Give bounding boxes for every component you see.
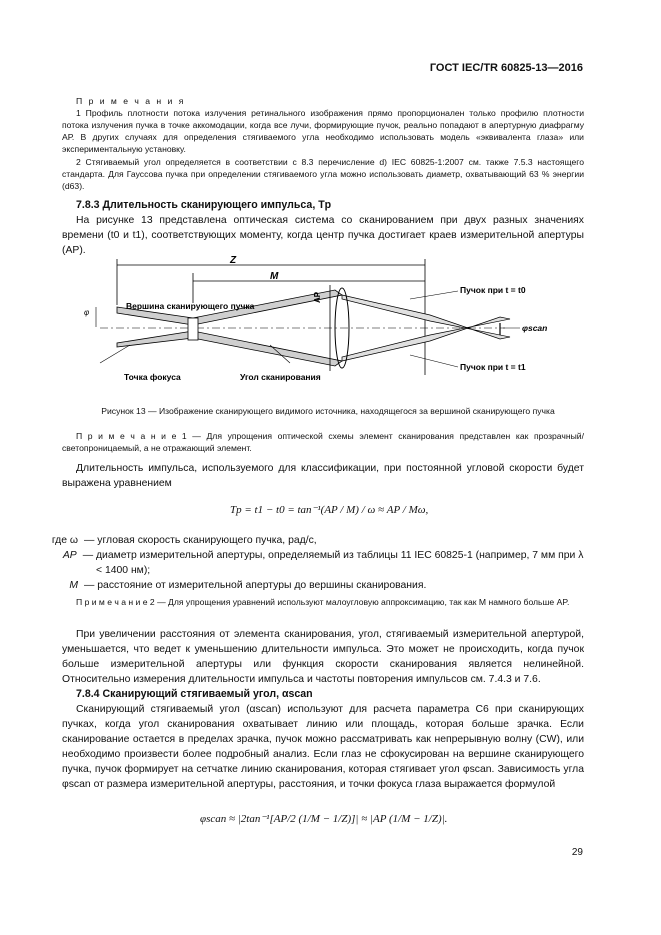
- paragraph-distance-effect: При увеличении расстояния от элемента сканирования, угол, стягиваемый измерительной апертурой, уменьшается, что ведет к уменьшению длительности импульса. Это может не происходить, когда пучок больше измерительной апертуры или функция скорости сканирования является нелинейной. Относительно измерения длительности импульса и частоты повторения импульсов см. 7.4.3 и 7.6.: [62, 629, 584, 685]
- section-7-8-3-paragraph: На рисунке 13 представлена оптическая система со сканированием при двух разных значениях времени (t0 и t1), соответствующих моменту, когда центр пучка достигает краев измерительной апертуры (АР).: [62, 215, 584, 256]
- fig-label-t1: Пучок при t = t1: [460, 362, 526, 372]
- section-7-8-4-heading: 7.8.4 Сканирующий стягиваемый угол, αscan: [76, 688, 313, 700]
- paragraph-pulse-duration: Длительность импульса, используемого для классификации, при постоянной угловой скорости будет выражена уравнением: [62, 463, 584, 489]
- definition-text: расстояние от измерительной апертуры до вершины сканирования.: [97, 580, 427, 591]
- equation-phi-scan: φscan ≈ |2tan⁻¹[AP/2 (1/M − 1/Z)]| ≈ |AP (1/M − 1/Z)|.: [200, 813, 448, 825]
- section-7-8-4-paragraph: Сканирующий стягиваемый угол (αscan) используют для расчета параметра C6 при сканирующих пучках, когда угол сканирования охватывает линию или площадь, которая больше зрачка. Если сканирование остается в пределах зрачка, пучок можно рассматривать как непрерывную волну (CW), или необходимо произвести более подробный анализ. Если глаз не сфокусирован на вершине сканирующего пучка, пучок формирует на сетчатке линию сканирования, которая стягивает угол φscan. Зависимость угла φscan от размера измерительной апертуры, расстояния, и точки фокуса глаза выражается формулой: [62, 704, 584, 790]
- fig-label-Z: Z: [230, 255, 237, 266]
- section-7-8-3-heading: 7.8.3 Длительность сканирующего импульса, Tp: [76, 199, 332, 211]
- fig-label-phiscan: φscan: [522, 323, 548, 333]
- definition-term: AP: [62, 550, 77, 561]
- fig-label-AP: AP: [313, 291, 322, 303]
- definition-row: AP — диаметр измерительной апертуры, определяемый из таблицы 11 IEC 60825-1 (например, 7 мм при λ < 1400 нм);: [24, 548, 584, 578]
- figure-caption: Рисунок 13 — Изображение сканирующего видимого источника, находящегося за вершиной сканирующего пучка: [101, 406, 555, 416]
- figure-13-diagram: [80, 255, 570, 397]
- definition-term: M: [69, 580, 78, 591]
- fig-label-M: M: [270, 271, 279, 282]
- definition-text: диаметр измерительной апертуры, определяемый из таблицы 11 IEC 60825-1 (например, 7 мм при λ < 1400 нм);: [95, 550, 584, 576]
- definition-row: где ω — угловая скорость сканирующего пучка, рад/с,: [24, 533, 584, 548]
- fig-label-phi: φ: [84, 308, 90, 317]
- definition-row: M — расстояние от измерительной апертуры до вершины сканирования.: [24, 578, 584, 593]
- fig-label-vertex: Вершина сканирующего пучка: [126, 301, 255, 311]
- note-2-small-angle: П р и м е ч а н и е 2 — Для упрощения уравнений используют малоугловую аппроксимацию, так как M намного больше AP.: [76, 597, 570, 607]
- page-number: 29: [571, 847, 583, 858]
- notes-title: П р и м е ч а н и я: [76, 96, 186, 106]
- fig-label-t0: Пучок при t = t0: [460, 285, 526, 295]
- note-2-text: 2 Стягиваемый угол определяется в соответствии с 8.3 перечисление d) IEC 60825-1:2007 см. также 7.5.3 настоящего стандарта. Для Гауссова пучка при определении стягиваемого угла можно использовать диаметр, охватывающий 63 % энергии (d63).: [62, 157, 584, 191]
- definitions-list: [24, 533, 584, 593]
- note-1-simplification: П р и м е ч а н и е 1 — Для упрощения оптической схемы элемент сканирования представлен как прозрачный/светопроницаемый, а не отражающий элемент.: [62, 431, 584, 453]
- equation-pulse-duration: Tp = t1 − t0 = tan⁻¹(AP / M) / ω ≈ AP / Mω,: [230, 504, 429, 516]
- definition-text: угловая скорость сканирующего пучка, рад/с,: [97, 535, 317, 546]
- definition-term: где ω: [51, 535, 78, 546]
- fig-label-focus: Точка фокуса: [124, 372, 181, 382]
- fig-label-angle: Угол сканирования: [240, 372, 321, 382]
- document-header: ГОСТ IEC/TR 60825-13—2016: [429, 62, 583, 74]
- note-1-text: 1 Профиль плотности потока излучения ретинального изображения прямо пропорционален только профилю плотности потока излучения пучка в точке аккомодации, когда все лучи, формирующие пучок, реально попадают в апертурную диафрагму АР. В других случаях для определения стягиваемого угла необходимо использовать модель «эквивалента глаза» или экспериментальную установку.: [62, 108, 584, 154]
